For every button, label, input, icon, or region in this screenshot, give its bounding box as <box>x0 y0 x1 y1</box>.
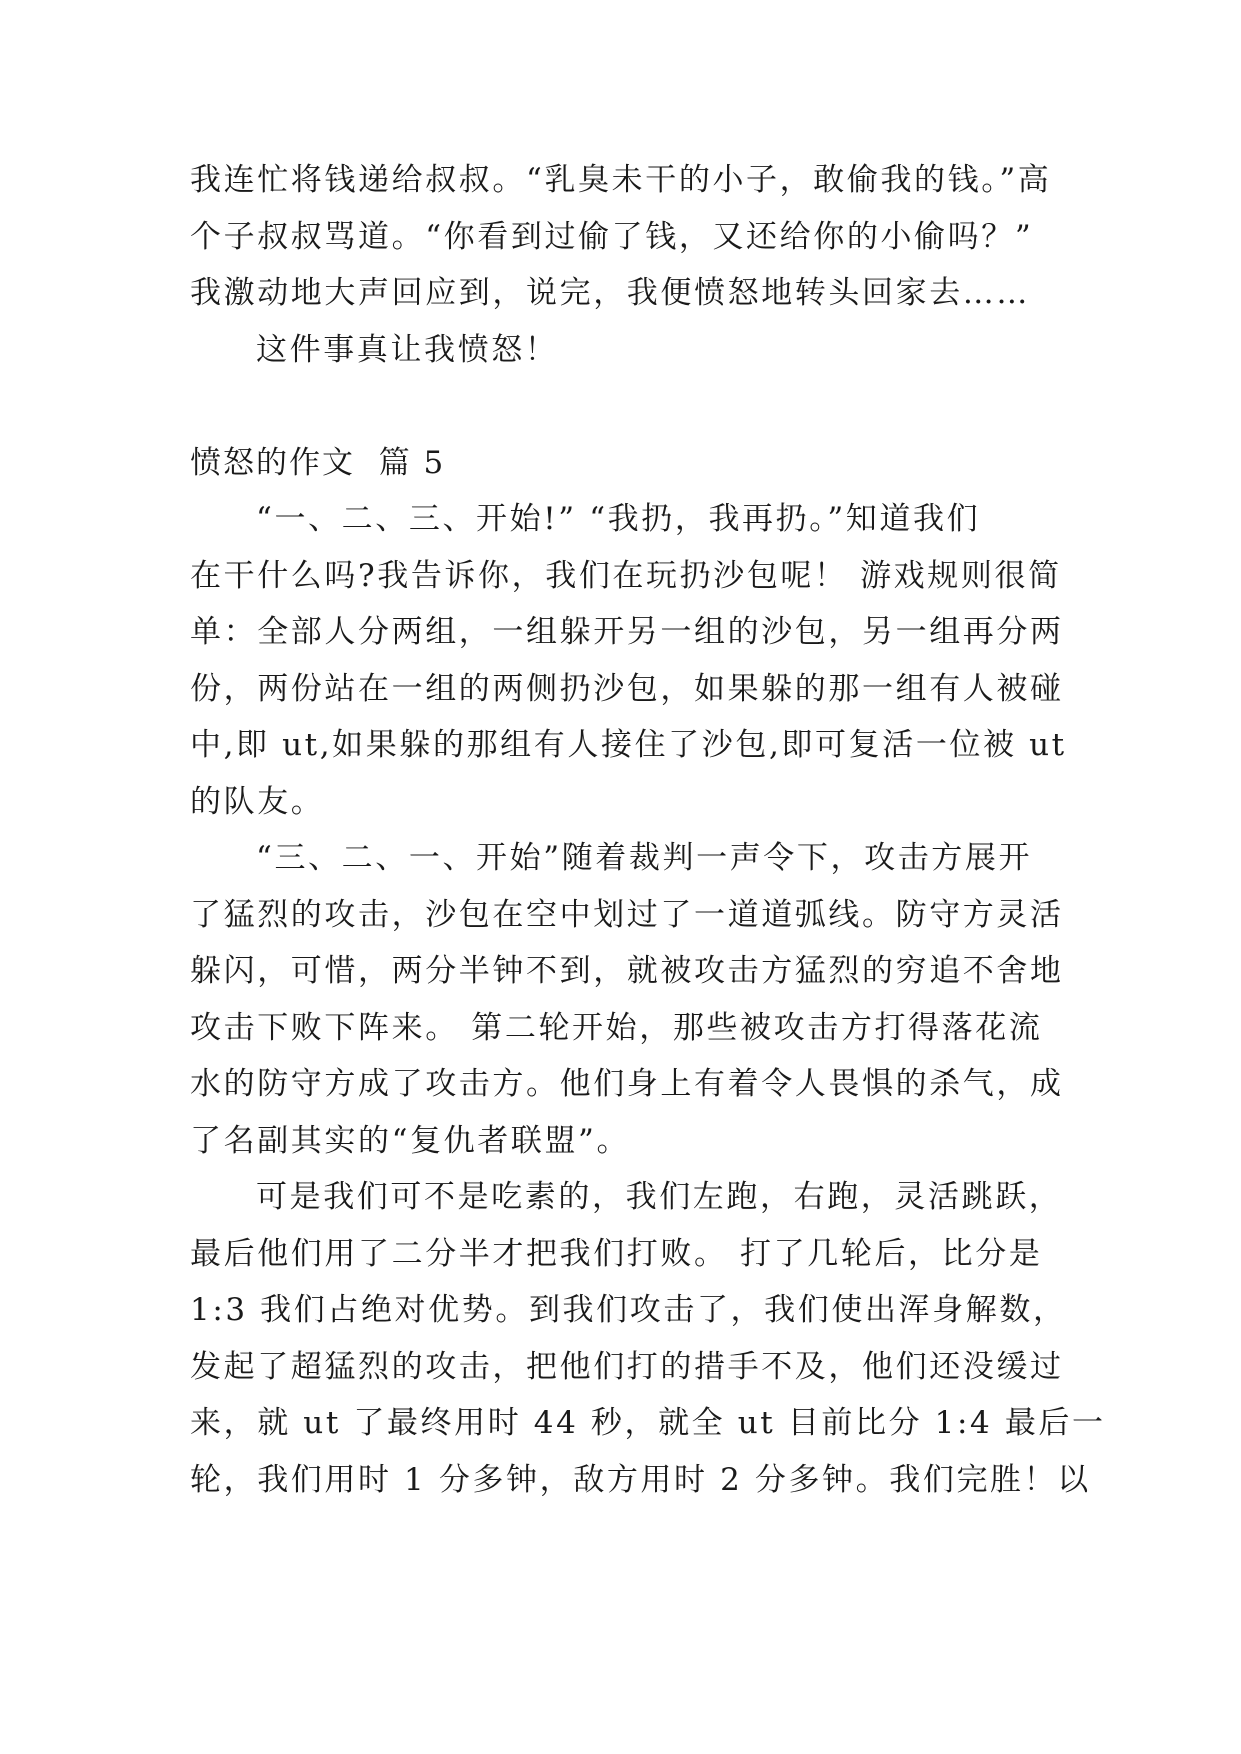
text-line: 最后他们用了二分半才把我们打败。 打了几轮后，比分是 <box>190 1235 1043 1272</box>
text-line: “一、二、三、开始!” “我扔，我再扔。”知道我们 <box>256 501 981 537</box>
text-line: 我激动地大声回应到，说完，我便愤怒地转头回家去…… <box>190 275 1030 311</box>
text-line: 这件事真让我愤怒！ <box>256 331 559 368</box>
text-line: 单：全部人分两组，一组躲开另一组的沙包，另一组再分两 <box>190 614 1064 650</box>
text-line: 来，就 ut 了最终用时 44 秒，就全 ut 目前比分 1:4 最后一 <box>190 1405 1106 1441</box>
section-title: 愤怒的作文 篇 5 <box>190 444 446 481</box>
text-line: 了名副其实的“复仇者联盟”。 <box>190 1122 631 1159</box>
paragraph-conclusion <box>190 322 1050 379</box>
text-line: 发起了超猛烈的攻击，把他们打的措手不及，他们还没缓过 <box>190 1348 1064 1385</box>
text-line: 水的防守方成了攻击方。他们身上有着令人畏惧的杀气，成 <box>190 1066 1064 1102</box>
text-line: 个子叔叔骂道。“你看到过偷了钱，又还给你的小偷吗？” <box>190 218 1034 255</box>
text-line: 我连忙将钱递给叔叔。“乳臭未干的小子，敢偷我的钱。”高 <box>190 162 1052 198</box>
document-page <box>190 152 1106 1508</box>
text-line: 轮，我们用时 1 分多钟，敌方用时 2 分多钟。我们完胜！以 <box>190 1461 1091 1498</box>
text-line: 可是我们可不是吃素的，我们左跑，右跑，灵活跳跃， <box>256 1179 1063 1215</box>
blank-spacer <box>190 378 1050 435</box>
text-line: “三、二、一、开始”随着裁判一声令下，攻击方展开 <box>256 840 1033 876</box>
text-line: 中,即 ut,如果躲的那组有人接住了沙包,即可复活一位被 ut <box>190 727 1067 763</box>
text-line: 躲闪，可惜，两分半钟不到，就被攻击方猛烈的穷追不舍地 <box>190 953 1064 989</box>
paragraph-game-rules <box>190 491 1067 830</box>
text-line: 1:3 我们占绝对优势。到我们攻击了，我们使出浑身解数， <box>190 1292 1067 1328</box>
text-line: 攻击下败下阵来。 第二轮开始，那些被攻击方打得落花流 <box>190 1009 1043 1046</box>
paragraph-money-returned <box>190 152 1050 322</box>
text-line: 份，两份站在一组的两侧扔沙包，如果躲的那一组有人被碰 <box>190 670 1064 707</box>
text-line: 的队友。 <box>190 783 325 820</box>
text-line: 在干什么吗?我告诉你，我们在玩扔沙包呢！ 游戏规则很简 <box>190 557 1062 594</box>
text-line: 了猛烈的攻击，沙包在空中划过了一道道弧线。防守方灵活 <box>190 896 1064 933</box>
paragraph-first-round <box>190 830 1064 1169</box>
paragraph-victory <box>190 1169 1106 1508</box>
